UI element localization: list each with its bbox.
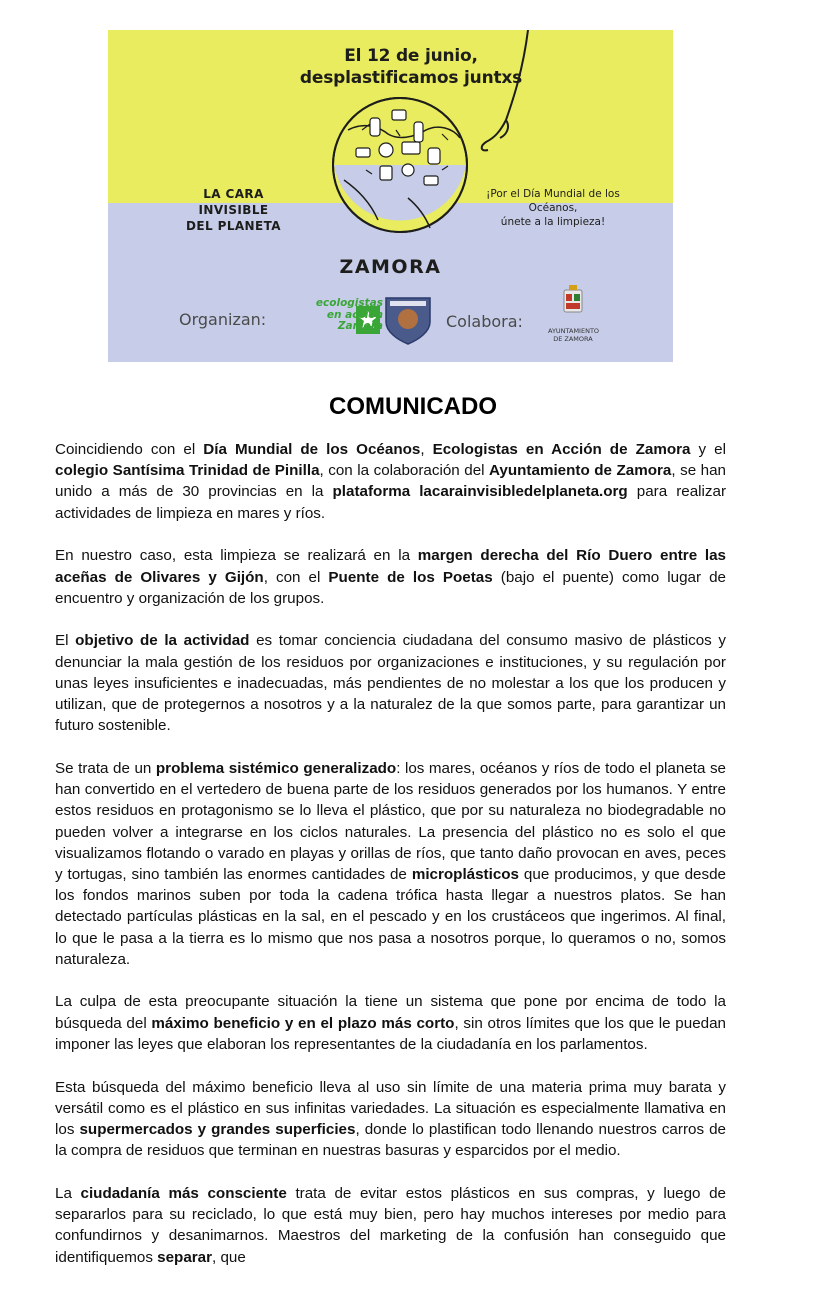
paragraph-7 <box>55 1183 726 1268</box>
text-run: trata de evitar estos plásticos en sus compras, y luego de separarlos para su reciclado, lo que está muy bien, pero hay muchos intereses por medio para confundirnos y desanimarnos. Maestros del marketing de la confusión han conseguido que identifiquemos <box>55 1184 727 1266</box>
call-to-action-line-2: únete a la limpieza! <box>500 216 606 228</box>
colabora-label: Colabora: <box>446 312 523 331</box>
ayto-line-2: DE ZAMORA <box>553 334 593 343</box>
text-run: para realizar actividades de limpieza en mares y ríos. <box>55 483 726 522</box>
organizan-label: Organizan: <box>179 310 267 329</box>
text-run: : los mares, océanos y ríos de todo el planeta se han convertido en el vertedero de buena parte de los residuos generados por los humanos. Y entre estos residuos en protagonismo se lo lleva el plástico, que por su naturaleza no biodegradable no pueden volver a integrarse en los ciclos naturales. La presencia del plástico no es solo el que visualizamos flotando o varado en playas y orillas de ríos, que tanto daño provocan en aves, peces y tortugas, sino también las enormes cantidades de <box>55 759 727 883</box>
text-run: En nuestro caso, esta limpieza se realizará en la <box>55 547 418 565</box>
bold-run: Puente de los Poetas <box>328 568 493 586</box>
document-title: COMUNICADO <box>329 393 497 420</box>
event-banner <box>108 30 673 362</box>
paragraph-4 <box>55 758 726 970</box>
globe-drawing <box>333 98 467 232</box>
bold-run: microplásticos <box>411 865 520 883</box>
text-run: El <box>55 632 76 650</box>
text-run: es tomar conciencia ciudadana del consumo masivo de plásticos y denunciar la mala gestión de los residuos por organizaciones e instituciones, y su regulación por unas leyes insuficientes e inadecuadas, más pendientes de no molestar a los que los producen y utilizan, que de protegernos a nosotros y a la naturalez de la que somos parte, para garantizar un futuro sostenible. <box>55 632 726 735</box>
paragraph-2 <box>55 545 726 609</box>
campaign-name-line-2: DEL PLANETA <box>186 219 281 233</box>
banner-city: ZAMORA <box>339 256 442 278</box>
banner-call-to-action <box>463 187 643 229</box>
banner-headline <box>296 45 526 89</box>
text-run: , sin otros límites que los que le puedan imponer las leyes que elaboran los representantes de la ciudadanía en los parlamentos. <box>55 1014 726 1053</box>
ayto-line-1: AYUNTAMIENTO <box>548 327 600 335</box>
headline-line-2: desplastificamos juntxs <box>299 68 523 88</box>
bold-run: Día Mundial de los Océanos <box>203 441 421 458</box>
text-run: , donde lo plastifican todo llenando nuestros carros de la compra de residuos que terminan en nuestras basuras y esparcidos por el medio. <box>55 1120 726 1160</box>
paragraph-5 <box>55 991 726 1055</box>
bold-run: ciudadanía más consciente <box>80 1184 287 1202</box>
text-run: , con el <box>263 568 329 586</box>
bold-run: separar <box>157 1248 213 1266</box>
bold-run: máximo beneficio y en el plazo más corto <box>151 1014 455 1032</box>
text-run: La <box>55 1184 81 1202</box>
paragraph-3 <box>55 630 726 736</box>
bold-run: problema sistémico generalizado <box>155 759 397 777</box>
headline-line-1: El 12 de junio, <box>344 46 478 66</box>
text-run: Esta búsqueda del máximo beneficio lleva al uso sin límite de una materia prima muy barata y versátil como es el plástico en sus infinitas variedades. La situación es especialmente llamativa en los <box>55 1078 726 1138</box>
text-run: , que <box>212 1248 246 1266</box>
campaign-name-line-1: LA CARA INVISIBLE <box>198 187 269 217</box>
ecologistas-logo-text <box>278 298 383 336</box>
bold-run: objetivo de la actividad <box>75 632 250 650</box>
call-to-action-line-1: ¡Por el Día Mundial de los Océanos, <box>486 188 620 214</box>
document-body <box>55 439 726 1289</box>
text-run: Se trata de un <box>55 759 156 777</box>
text-run: que producimos, y que desde los fondos marinos suben por toda la cadena trófica hasta llegar a nuestros platos. Se han detectado partículas plásticas en la sal, en el pescado y en los crustáceos que ingerimos. Al final, lo que le pasa a la tierra es lo mismo que nos pasa a nosotros porque, lo queramos o no, somos naturaleza. <box>55 865 726 968</box>
bold-run: colegio Santísima Trinidad de Pinilla <box>55 462 320 480</box>
text-run: Coincidiendo con el <box>55 441 204 458</box>
banner-campaign-name <box>166 186 301 234</box>
paragraph-6 <box>55 1077 726 1162</box>
text-run: La culpa de esta preocupante situación la tiene un sistema que pone por encima de todo la búsqueda del <box>55 993 726 1032</box>
text-run: , se han unido a más de 30 provincias en la <box>55 462 726 501</box>
text-run: y el <box>690 441 726 458</box>
ayuntamiento-logo-text <box>548 328 598 343</box>
eco-logo-line-3: Zamora <box>337 320 383 332</box>
text-run: , <box>420 441 433 458</box>
bold-run: Ecologistas en Acción de Zamora <box>432 441 691 458</box>
ayuntamiento-coat-of-arms <box>564 285 582 312</box>
school-shield-logo <box>386 298 430 344</box>
text-run: (bajo el puente) como lugar de encuentro y organización de los grupos. <box>55 568 726 607</box>
eco-logo-line-2: en acción <box>326 308 383 321</box>
bold-run: supermercados y grandes superficies <box>79 1120 356 1138</box>
bold-run: plataforma lacarainvisibledelplaneta.org <box>332 483 628 501</box>
eco-logo-line-1: ecologistas <box>315 297 383 309</box>
bold-run: margen derecha del Río Duero entre las aceñas de Olivares y Gijón <box>55 547 727 586</box>
paragraph-1 <box>55 439 726 524</box>
bold-run: Ayuntamiento de Zamora <box>489 462 672 480</box>
text-run: , con la colaboración del <box>319 462 490 480</box>
